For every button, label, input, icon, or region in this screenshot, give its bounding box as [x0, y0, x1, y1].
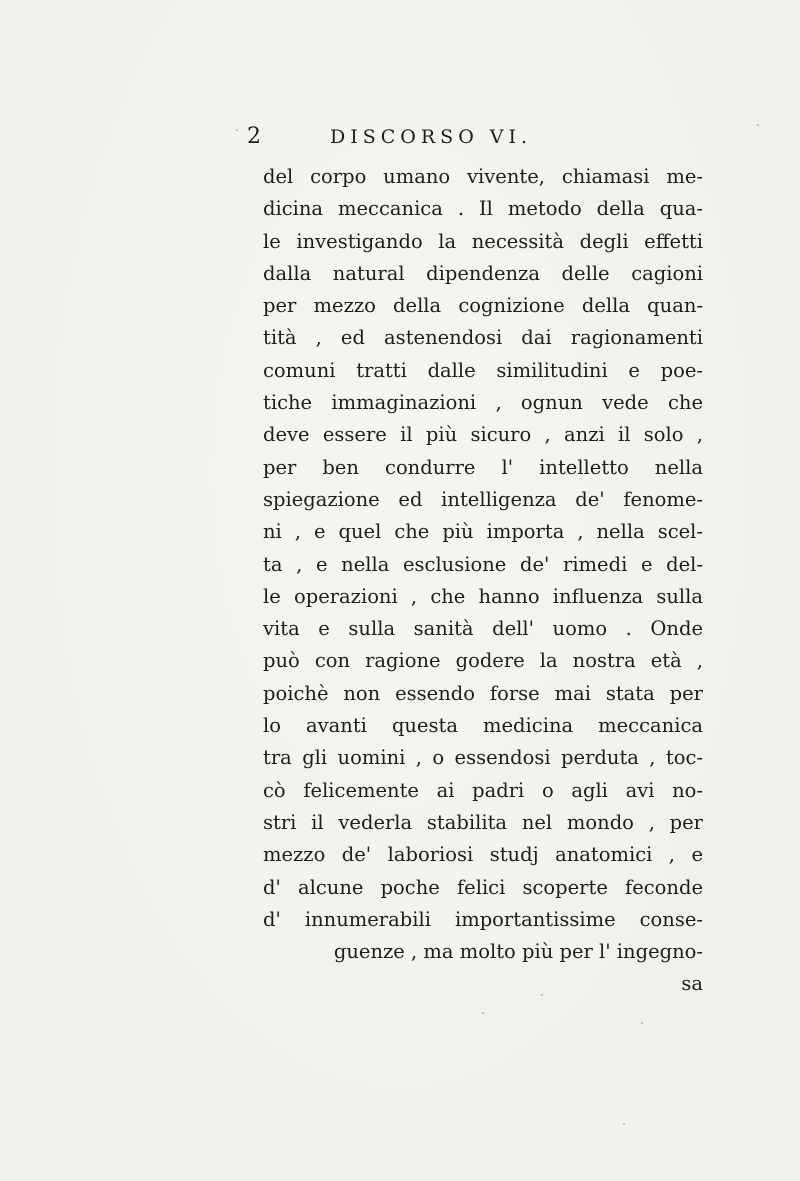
text-line: cò felicemente ai padri o agli avi no- [263, 778, 703, 802]
paper-speck [641, 1022, 643, 1024]
text-line: ta , e nella esclusione de' rimedi e del- [263, 552, 703, 576]
text-line: lo avanti questa medicina meccanica [263, 714, 703, 738]
text-line: le investigando la necessità degli effetti [263, 229, 703, 253]
paper-speck [757, 124, 759, 126]
text-line: vita e sulla sanità dell' uomo . Onde [263, 617, 703, 641]
text-line: spiegazione ed intelligenza de' fenome- [263, 487, 703, 511]
text-line: mezzo de' laboriosi studj anatomici , e [263, 843, 703, 867]
text-line: dalla natural dipendenza delle cagioni [263, 261, 703, 285]
text-line: le operazioni , che hanno influenza sulla [263, 584, 703, 608]
page-number: 2 [247, 124, 262, 149]
catchword: sa [681, 972, 703, 996]
page-header [0, 124, 800, 154]
text-line: tiche immaginazioni , ognun vede che [263, 391, 703, 415]
text-line: ni , e quel che più importa , nella scel- [263, 520, 703, 544]
text-line: per mezzo della cognizione della quan- [263, 294, 703, 318]
paper-speck [623, 1123, 625, 1125]
text-line: guenze , ma molto più per l' ingegno- [333, 940, 703, 964]
text-line: stri il vederla stabilita nel mondo , per [263, 810, 703, 834]
paper-speck [482, 1012, 484, 1014]
text-line: d' innumerabili importantissime conse- [263, 907, 703, 931]
text-line: per ben condurre l' intelletto nella [263, 455, 703, 479]
body-text [263, 161, 703, 1001]
text-line: del corpo umano vivente, chiamasi me- [263, 165, 703, 188]
text-line: d' alcune poche felici scoperte feconde [263, 875, 703, 899]
text-line: deve essere il più sicuro , anzi il solo , [263, 423, 703, 447]
text-line: comuni tratti dalle similitudini e poe- [263, 358, 703, 382]
text-line: tra gli uomini , o essendosi perduta , toc- [263, 746, 703, 770]
text-line: tità , ed astenendosi dai ragionamenti [263, 326, 703, 350]
paper-speck [236, 129, 238, 131]
text-line: può con ragione godere la nostra età , [263, 649, 703, 673]
paper-speck [541, 994, 543, 996]
running-head: DISCORSO VI. [330, 126, 533, 148]
text-line: dicina meccanica . Il metodo della qua- [263, 197, 703, 221]
text-line: poichè non essendo forse mai stata per [263, 681, 703, 705]
